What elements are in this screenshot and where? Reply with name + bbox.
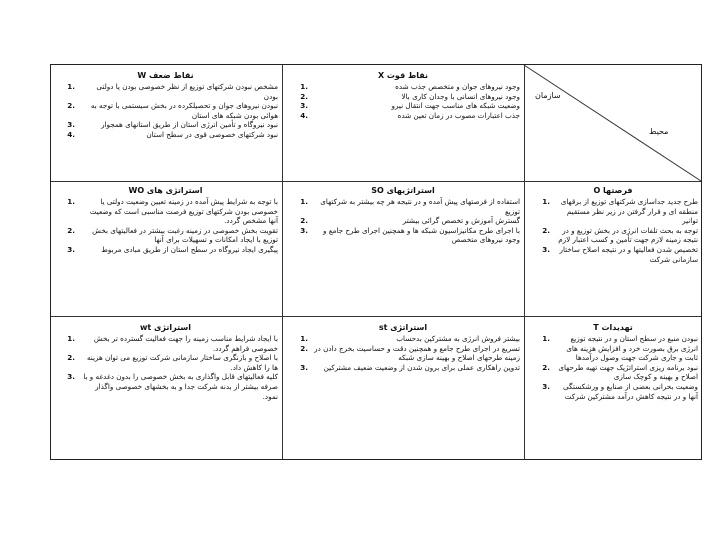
strength-item: 3. وضعیت شبکه های مناسب جهت انتقال نیرو — [300, 101, 520, 111]
opportunity-item: 1. طرح جدید جداسازی شرکتهای توزیع از برقهای منطقه ای و قرار گرفتن در زیر نظر مستقیم توانیر — [542, 197, 698, 226]
st-strategies-title: استراتژی st — [378, 323, 428, 332]
threat-item: 2. نبود برنامه ریزی استراتژیک جهت تهیه طرحهای اصلاح و بهینه و کوچک سازی — [542, 362, 698, 382]
so-strategies-cell — [286, 186, 520, 245]
st-strategies-cell — [286, 323, 520, 372]
wt-strategy-item: 2. با اصلاح و بازنگری ساختار سازمانی شرکت توزیع می توان هزینه ها را کاهش داد. — [67, 353, 278, 372]
wo-strategy-item: 2. تقویت بخش خصوصی در زمینه رغبت بیشتر در فعالیتهای بخش توزیع با ایجاد امکانات و تسهیلات برای آنها — [67, 225, 278, 245]
swot-table — [50, 64, 702, 460]
threat-item: 3. وضعیت بحرانی بعضی از صنایع و ورشکستگی آنها و در نتیجه کاهش درآمد مشترکین شرکت — [542, 381, 698, 401]
wo-strategies-title: استراتژی های WO — [128, 186, 203, 195]
so-strategy-item: 3. با اجرای طرح مکانیزاسیون شبکه ها و همچنین اجرای طرح جامع و وجود نیروهای متخصص — [300, 225, 520, 245]
strengths-cell — [286, 71, 520, 120]
opportunities-cell — [528, 186, 698, 264]
strength-item: 4. جذب اعتبارات مصوب در زمان تعین شده — [300, 110, 520, 120]
wt-strategies-cell — [53, 323, 278, 401]
so-strategy-item: 2. گسترش آموزش و تخصص گرائی بیشتر — [300, 216, 520, 226]
row-divider — [51, 181, 701, 182]
strengths-title: نقاط قوت X — [377, 71, 429, 80]
threats-cell — [528, 323, 698, 401]
opportunity-item: 3. تخصیص شدن فعالیتها و در نتیجه اصلاح ساختار سازمانی شرکت — [542, 244, 698, 264]
so-strategies-title: استراتژیهای SO — [371, 186, 435, 195]
weakness-item: 4. نبود شرکتهای خصوصی قوی در سطح استان — [67, 129, 278, 139]
st-strategy-item: 3. تدوین راهکاری عملی برای برون شدن از وضعیت ضعیف مشترکین — [300, 362, 520, 372]
weakness-item: 2. نبودن نیروهای جوان و تحصیلکرده در بخش سیستمی با توجه به هوائی بودن شبکه های استان — [67, 101, 278, 120]
weakness-item: 1. مشخص نبودن شرکتهای توزیع از نظر خصوصی بودن یا دولتی بودن — [67, 82, 278, 101]
column-divider — [282, 65, 283, 459]
weakness-item: 3. نبود نیروگاه و تأمین انرژی استان از طریق استانهای همجوار — [67, 120, 278, 130]
wt-strategy-item: 1. با ایجاد شرایط مناسب زمینه را جهت فعالیت گسترده تر بخش خصوصی فراهم گردد. — [67, 334, 278, 353]
threat-item: 1. نبودن منبع در سطح استان و در نتیجه توزیع انرژی برق بصورت خرد و افزایش هزینه های ثابت و جاری شرکت جهت وصول درآمدها — [542, 334, 698, 363]
wt-strategies-title: استراتژی wt — [140, 323, 191, 332]
strength-item: 1. وجود نیروهای جوان و متخصص جذب شده — [300, 82, 520, 91]
st-strategy-item: 2. تسریع در اجرای طرح جامع و همچنین دقت و حساسیت بخرج دادن در زمینه طرحهای اصلاح و بهینه سازی شبکه — [300, 343, 520, 363]
opportunities-title: فرصتها O — [593, 186, 633, 195]
corner-organization-label: سازمان — [535, 91, 561, 100]
wo-strategy-item: 1. با توجه به شرایط پیش آمده در زمینه تعیین وضعیت دولتی یا خصوصی بودن شرکتهای توزیع فرصت مناسبی است که وضعیت آنها مشخص گردد. — [67, 197, 278, 226]
opportunity-item: 2. توجه به بحث تلفات انرژی در بخش توزیع و در نتیجه زمینه لازم جهت تأمین و کسب اعتبار لازم — [542, 225, 698, 245]
strength-item: 2. وجود نیروهای انسانی با وجدان کاری بالا — [300, 91, 520, 101]
row-divider — [51, 316, 701, 317]
weaknesses-cell — [53, 71, 278, 140]
so-strategy-item: 1. استفاده از فرصتهای پیش آمده و در نتیجه هر چه بیشتر به شرکتهای توزیع — [300, 197, 520, 216]
wo-strategies-cell — [53, 186, 278, 255]
wo-strategy-item: 3. پیگیری ایجاد نیروگاه در سطح استان از طریق مبادی مربوط — [67, 244, 278, 254]
st-strategy-item: 1. بیشتر فروش انرژی به مشترکین بدحساب — [300, 334, 520, 343]
threats-title: تهدیدات T — [593, 323, 633, 332]
wt-strategy-item: 3. کلیه فعالیتهای قابل واگذاری به بخش خصوصی را بدون دغدغه و با صرفه بیشتر از بدنه شرکت جدا و به بخشهای خصوصی واگذار نمود. — [67, 372, 278, 401]
weaknesses-title: نقاط ضعف W — [137, 71, 194, 80]
corner-environment-label: محیط — [649, 127, 669, 136]
corner-diagonal — [524, 65, 701, 181]
